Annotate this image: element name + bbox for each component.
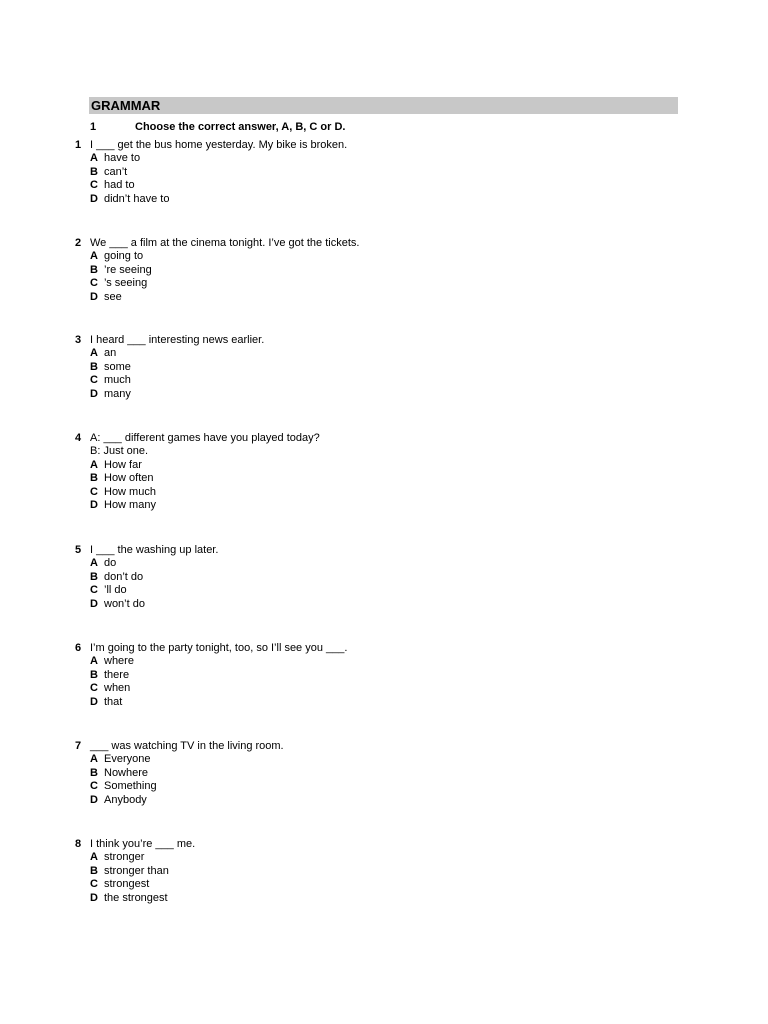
question-text: We ___ a film at the cinema tonight. I’ve got the tickets.: [90, 237, 360, 249]
question-text: B: Just one.: [90, 445, 149, 458]
answer-option-a: [90, 851, 144, 864]
option-text: ’ll do: [104, 584, 127, 597]
option-text: where: [104, 655, 134, 668]
option-letter: C: [90, 780, 98, 793]
answer-option-d: [90, 193, 169, 206]
option-letter: A: [90, 347, 98, 360]
option-text: have to: [104, 152, 141, 165]
option-letter: B: [90, 668, 98, 681]
option-letter: B: [90, 472, 98, 485]
answer-option-b: [90, 166, 127, 179]
question-number: 2: [75, 237, 82, 249]
question-number: 6: [75, 642, 82, 654]
option-letter: A: [90, 655, 98, 668]
option-text: Nowhere: [104, 766, 149, 779]
option-text: How far: [104, 458, 142, 471]
option-text: there: [104, 668, 130, 681]
option-letter: D: [90, 290, 98, 303]
option-text: stronger than: [104, 864, 169, 877]
answer-option-a: [90, 753, 150, 766]
question-number: 5: [75, 544, 82, 556]
option-text: when: [104, 682, 131, 695]
option-text: don’t do: [104, 570, 144, 583]
answer-option-c: [90, 277, 147, 290]
answer-option-b: [90, 669, 129, 682]
option-letter: B: [90, 766, 98, 779]
question-number: 8: [75, 838, 82, 850]
option-text: can’t: [104, 165, 128, 178]
option-text: Something: [104, 780, 157, 793]
option-text: How much: [104, 485, 156, 498]
answer-option-c: [90, 780, 157, 793]
option-text: How many: [104, 499, 156, 511]
answer-option-a: [90, 459, 142, 472]
option-text: some: [104, 360, 131, 373]
option-letter: C: [90, 878, 98, 891]
answer-option-c: [90, 486, 156, 499]
option-text: going to: [104, 250, 144, 263]
section-title: GRAMMAR: [91, 98, 161, 113]
question-text: I ___ the washing up later.: [90, 544, 219, 556]
option-letter: A: [90, 250, 98, 263]
answer-option-c: [90, 584, 127, 597]
option-letter: A: [90, 152, 98, 165]
answer-option-c: [90, 878, 149, 891]
option-letter: C: [90, 374, 98, 387]
option-letter: B: [90, 570, 98, 583]
answer-option-d: [90, 499, 156, 512]
option-text: that: [104, 695, 123, 708]
option-letter: A: [90, 557, 98, 570]
question-text: I think you’re ___ me.: [90, 838, 196, 850]
instruction-text: Choose the correct answer, A, B, C or D.: [135, 121, 346, 133]
option-letter: B: [90, 165, 98, 178]
question-text: I’m going to the party tonight, too, so I’ll see you ___.: [90, 642, 348, 654]
option-text: had to: [104, 179, 135, 192]
option-letter: C: [90, 277, 98, 290]
option-text: won’t do: [104, 597, 145, 610]
option-letter: A: [90, 851, 98, 864]
answer-option-c: [90, 682, 130, 695]
answer-option-b: [90, 472, 154, 485]
answer-option-a: [90, 250, 143, 263]
answer-option-b: [90, 571, 143, 584]
option-letter: C: [90, 485, 98, 498]
option-text: much: [104, 374, 131, 387]
option-letter: D: [90, 891, 98, 904]
option-letter: B: [90, 263, 98, 276]
question-text: I ___ get the bus home yesterday. My bike is broken.: [90, 139, 348, 151]
option-text: Everyone: [104, 753, 151, 766]
option-letter: C: [90, 179, 98, 192]
answer-option-a: [90, 655, 134, 668]
option-text: How often: [104, 472, 154, 485]
answer-option-d: [90, 598, 145, 611]
option-letter: D: [90, 597, 98, 610]
question-text: A: ___ different games have you played today?: [90, 432, 320, 444]
option-letter: C: [90, 682, 98, 695]
option-text: ’re seeing: [104, 263, 152, 276]
option-text: ’s seeing: [104, 277, 148, 290]
answer-option-a: [90, 152, 140, 165]
option-text: didn’t have to: [104, 192, 170, 205]
option-letter: D: [90, 499, 98, 511]
option-text: do: [104, 557, 117, 570]
option-letter: D: [90, 192, 98, 205]
answer-option-b: [90, 361, 131, 374]
answer-option-a: [90, 557, 116, 570]
option-letter: D: [90, 387, 98, 400]
answer-option-a: [90, 347, 116, 360]
answer-option-b: [90, 865, 169, 878]
question-number: 1: [75, 139, 82, 151]
question-text: ___ was watching TV in the living room.: [90, 740, 284, 752]
question-number: 3: [75, 334, 82, 346]
answer-option-d: [90, 291, 122, 304]
answer-option-d: [90, 794, 147, 807]
question-text: I heard ___ interesting news earlier.: [90, 334, 265, 346]
answer-option-b: [90, 264, 152, 277]
option-letter: D: [90, 695, 98, 708]
section-header: [89, 97, 678, 114]
option-text: stronger: [104, 851, 145, 864]
option-letter: B: [90, 864, 98, 877]
answer-option-c: [90, 179, 135, 192]
answer-option-d: [90, 892, 168, 905]
option-text: see: [104, 290, 122, 303]
answer-option-d: [90, 696, 122, 709]
instruction-number: 1: [90, 121, 97, 133]
option-letter: B: [90, 360, 98, 373]
option-letter: C: [90, 584, 98, 597]
option-text: Anybody: [104, 793, 147, 806]
option-text: many: [104, 387, 131, 400]
question-number: 7: [75, 740, 82, 752]
option-letter: A: [90, 753, 98, 766]
option-letter: A: [90, 458, 98, 471]
answer-option-b: [90, 767, 148, 780]
option-text: strongest: [104, 878, 150, 891]
answer-option-d: [90, 388, 131, 401]
option-letter: D: [90, 793, 98, 806]
option-text: the strongest: [104, 891, 168, 904]
question-number: 4: [75, 432, 82, 444]
option-text: an: [104, 347, 117, 360]
answer-option-c: [90, 374, 131, 387]
